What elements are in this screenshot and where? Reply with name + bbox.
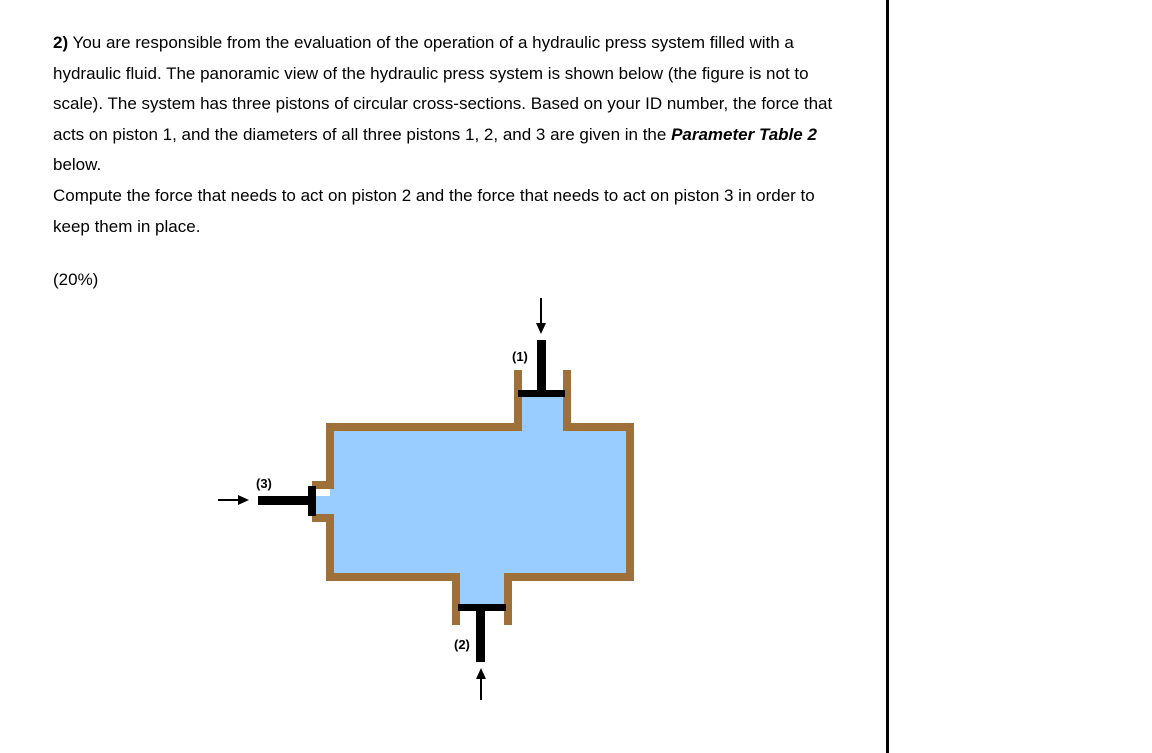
problem-text-1: You are responsible from the evaluation of the operation of a hydraulic press system filled with a hydraulic fluid. The panoramic view of the hydraulic press system is shown below (the figure is not to scale). The system has three pistons of circular cross-sections. Based on your ID number, the force that acts on piston 1, and the diameters of all three pistons 1, 2, and 3 are given in the xyxy=(53,33,833,144)
arrow-force-3 xyxy=(218,495,249,505)
arrow-force-2 xyxy=(476,668,486,700)
piston-2 xyxy=(458,604,506,662)
parameter-table-reference: Parameter Table 2 xyxy=(671,124,817,144)
piston-3-label: (3) xyxy=(256,476,272,491)
task-paragraph: Compute the force that needs to act on piston 2 and the force that needs to act on piston 3 in order to keep them in place. xyxy=(53,185,815,236)
piston-2-label: (2) xyxy=(454,637,470,652)
piston-1-label: (1) xyxy=(512,349,528,364)
arrow-force-1 xyxy=(536,298,546,334)
problem-paragraph xyxy=(53,28,853,181)
question-number: 2) xyxy=(53,33,69,52)
question-weight: (20%) xyxy=(53,270,99,289)
hydraulic-press-diagram xyxy=(200,290,660,710)
problem-text-2: below. xyxy=(53,155,102,175)
problem-statement xyxy=(53,28,853,242)
hydraulic-press-figure xyxy=(200,290,660,710)
page-divider xyxy=(886,0,889,753)
